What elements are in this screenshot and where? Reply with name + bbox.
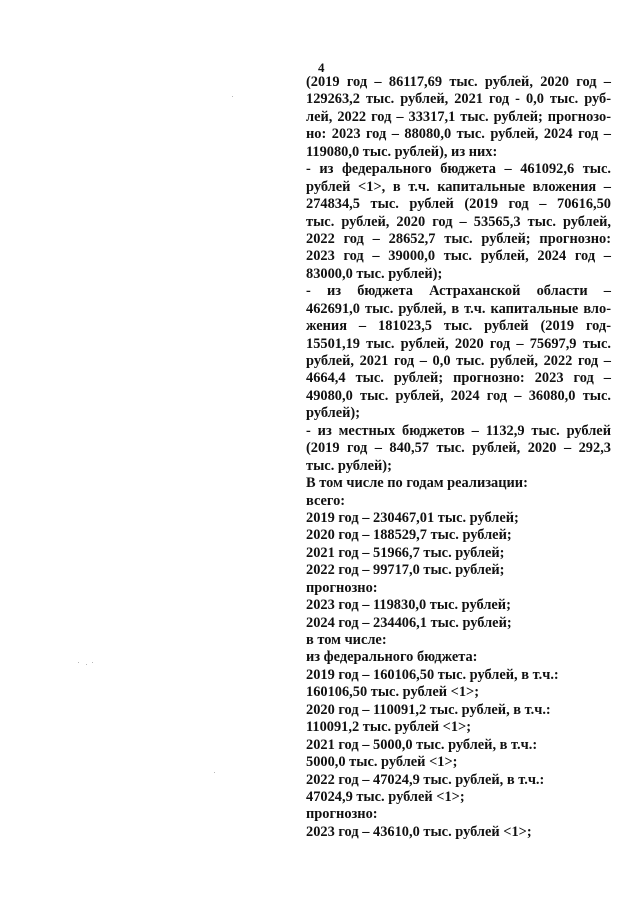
page-number: 4	[318, 60, 325, 75]
scan-speck	[86, 664, 87, 665]
text-line: 2020 год – 110091,2 тыс. рублей, в т.ч.:	[306, 701, 551, 718]
text-line: 83000,0 тыс. рублей);	[306, 265, 443, 282]
text-line: 2022 год – 99717,0 тыс. рублей;	[306, 562, 505, 579]
text-line: 2019 год – 160106,50 тыс. рублей, в т.ч.:	[306, 666, 559, 683]
text-line: (2019 год – 86117,69 тыс. рублей, 2020 год –	[306, 74, 611, 90]
text-line: из федерального бюджета:	[306, 649, 478, 666]
text-line: рублей, 2021 год – 0,0 тыс. рублей, 2022 год –	[306, 353, 611, 369]
text-line: 160106,50 тыс. рублей <1>;	[306, 684, 480, 701]
text-line: 49080,0 тыс. рублей, 2024 год – 36080,0 тыс.	[306, 387, 611, 404]
text-line: но: 2023 год – 88080,0 тыс. рублей, 2024 год –	[306, 126, 611, 143]
text-line: лей, 2022 год – 33317,1 тыс. рублей; прогнозо-	[306, 108, 611, 125]
text-line: 15501,19 тыс. рублей, 2020 год – 75697,9 тыс.	[306, 335, 611, 352]
text-line: прогнозно:	[306, 579, 378, 596]
text-line: 274834,5 тыс. рублей (2019 год – 70616,50	[306, 196, 611, 213]
text-line: в том числе:	[306, 632, 387, 648]
text-line: 47024,9 тыс. рублей <1>;	[306, 788, 465, 805]
scan-speck	[92, 662, 93, 663]
text-line: тыс. рублей, 2020 год – 53565,3 тыс. рублей,	[306, 213, 611, 230]
document-text-column	[306, 74, 611, 841]
text-line: - из федерального бюджета – 461092,6 тыс.	[306, 161, 611, 178]
text-line: 2023 год – 43610,0 тыс. рублей <1>;	[306, 823, 532, 840]
text-line: жения – 181023,5 тыс. рублей (2019 год-	[306, 318, 611, 335]
text-line: 4664,4 тыс. рублей; прогнозно: 2023 год –	[306, 370, 611, 387]
text-line: тыс. рублей);	[306, 457, 392, 474]
text-line: 2023 год – 39000,0 тыс. рублей, 2024 год –	[306, 248, 611, 265]
text-line: 119080,0 тыс. рублей), из них:	[306, 143, 498, 160]
text-line: 462691,0 тыс. рублей, в т.ч. капитальные вло-	[306, 300, 611, 317]
text-line: - из местных бюджетов – 1132,9 тыс. рублей	[306, 422, 611, 439]
text-line: (2019 год – 840,57 тыс. рублей, 2020 – 292,3	[306, 440, 611, 457]
text-line: рублей);	[306, 405, 360, 422]
text-line: 2024 год – 234406,1 тыс. рублей;	[306, 614, 512, 631]
text-line: 2022 год – 28652,7 тыс. рублей; прогнозно:	[306, 230, 611, 247]
scan-speck	[232, 96, 233, 97]
text-line: В том числе по годам реализации:	[306, 475, 528, 492]
text-line: 2021 год – 51966,7 тыс. рублей;	[306, 544, 505, 561]
text-line: 2023 год – 119830,0 тыс. рублей;	[306, 597, 511, 614]
text-line: 110091,2 тыс. рублей <1>;	[306, 719, 472, 736]
text-line: - из бюджета Астраханской области –	[306, 283, 611, 300]
text-line: 2022 год – 47024,9 тыс. рублей, в т.ч.:	[306, 771, 545, 788]
text-line: всего:	[306, 492, 346, 509]
text-line: прогнозно:	[306, 806, 378, 823]
text-line: 2021 год – 5000,0 тыс. рублей, в т.ч.:	[306, 736, 538, 753]
text-line: 5000,0 тыс. рублей <1>;	[306, 754, 458, 771]
text-line: 2019 год – 230467,01 тыс. рублей;	[306, 509, 519, 526]
text-line: рублей <1>, в т.ч. капитальные вложения –	[306, 178, 611, 195]
scan-speck	[78, 662, 79, 663]
text-line: 129263,2 тыс. рублей, 2021 год - 0,0 тыс. руб-	[306, 91, 611, 108]
text-line: 2020 год – 188529,7 тыс. рублей;	[306, 527, 512, 544]
scan-speck	[214, 772, 215, 773]
